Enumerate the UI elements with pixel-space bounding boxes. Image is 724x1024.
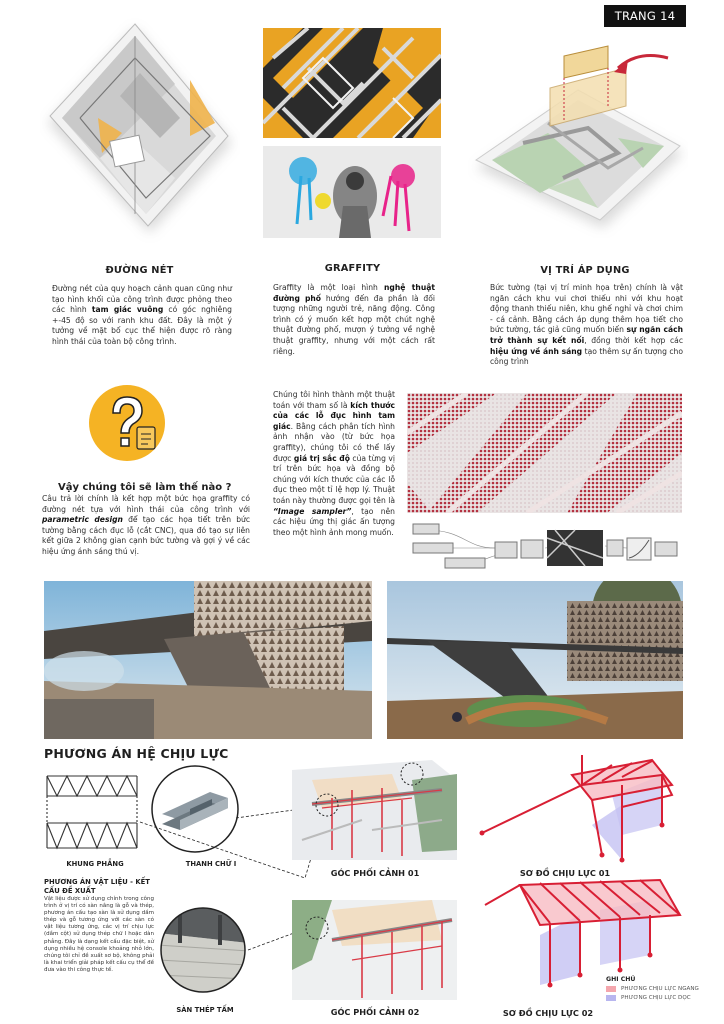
lines-heading: ĐƯỜNG NÉT <box>105 265 174 276</box>
i-beam-image <box>150 764 240 854</box>
site-plan-render-lines <box>40 18 240 243</box>
perspective-view-01 <box>292 760 457 860</box>
legend-title: GHI CHÚ <box>606 976 636 983</box>
grasshopper-node-diagram <box>405 518 685 578</box>
legend-horizontal-swatch <box>606 986 616 992</box>
load-diagram-01 <box>472 755 687 865</box>
page-number-badge: TRANG 14 <box>604 5 686 27</box>
graffity-paragraph: Graffity là một loại hình nghệ thuật đường phố hướng đến đa phần là đối tượng những người trẻ, năng động. Công trình có ý muốn kết hợp một chút nghệ thuật đường phố, mượn ý tưởng về nghệ thuật graffity, nhưng với một cách rất riêng. <box>273 283 436 356</box>
load-diagram-01-caption: SƠ ĐỒ CHỊU LỰC 01 <box>519 868 611 878</box>
perspective-view-02-caption: GÓC PHỐI CẢNH 02 <box>330 1007 420 1017</box>
question-paragraph: Câu trả lời chính là kết hợp một bức họa graffity có đường nét tựa với hình thái của công trình với parametric design để tạo các họa tiết trên bức tường bằng cách đục lỗ (cắt CNC), qua đó tạo sự liên kết giữa 2 không gian cạnh bức tường và gợi ý về các hiệu ứng ánh sáng thú vị. <box>42 494 250 556</box>
perforated-pattern-image <box>407 393 682 513</box>
paint-splash-image <box>263 146 441 238</box>
materials-title: PHƯƠNG ÁN VẬT LIỆU - KẾT CẤU ĐỀ XUẤT <box>44 878 150 895</box>
graffiti-pattern-image <box>263 28 441 138</box>
graffity-heading: GRAFFITY <box>324 263 381 274</box>
lines-paragraph: Đường nét của quy hoạch cảnh quan cũng như tạo hình khối của công trình được phỏng theo các hình tam giác vuông có góc nghiêng +-45 độ so với ranh khu đất. Đây là một ý tưởng về mặt bố cục thể hiện được rõ ràng hình thái của toàn bộ công trình. <box>52 284 232 346</box>
legend-vertical-swatch <box>606 995 616 1001</box>
perspective-render-right <box>387 581 683 739</box>
application-location-render <box>468 28 688 238</box>
structure-heading: PHƯƠNG ÁN HỆ CHỊU LỰC <box>44 746 229 761</box>
i-beam-caption: THANH CHỮ I <box>185 860 237 868</box>
location-paragraph: Bức tường (tại vị trí minh họa trên) chính là vật ngăn cách khu vui chơi thiếu nhi với khu hoạt động thanh thiếu niên, khu ghế nghỉ và chơi chim - cá cảnh. Bằng cách áp dụng thêm họa tiết cho bức tường, tác giả cũng muốn biến sự ngăn cách trở thành sự kết nối, đồng thời kết hợp các hiệu ứng về ánh sáng tạo thêm sự ấn tượng cho công trình <box>490 283 683 367</box>
perspective-render-left <box>44 581 372 739</box>
location-heading: VỊ TRÍ ÁP DỤNG <box>540 265 630 276</box>
question-mark-icon <box>87 383 167 463</box>
question-heading: Vậy chúng tôi sẽ làm thế nào ? <box>58 482 232 493</box>
plane-truss-image <box>42 768 142 853</box>
steel-slab-caption: SÀN THÉP TẤM <box>176 1006 234 1014</box>
steel-slab-image <box>158 905 248 995</box>
perspective-view-02 <box>292 900 457 1000</box>
legend-vertical: PHƯƠNG CHỊU LỰC DỌC <box>606 995 701 1001</box>
algorithm-paragraph: Chúng tôi hình thành một thuật toán với tham số là kích thước của các lỗ đục hình tam giác. Bằng cách phân tích hình ảnh nhận vào (từ bức họa graffity), chúng tôi có thể lấy được giá trị sắc độ của từng vị trí trên bức họa và đồng bộ chúng với kích thước của các lỗ đục theo một tỉ lệ hợp lý. Thuật toán này thường được gọi tên là “Image sampler”, tạo nên các hiệu ứng thị giác ấn tượng theo một hình ảnh mong muốn. <box>273 390 395 537</box>
perspective-view-01-caption: GÓC PHỐI CẢNH 01 <box>330 868 420 878</box>
plane-truss-caption: KHUNG PHẲNG <box>66 860 124 868</box>
legend <box>606 976 701 1001</box>
legend-horizontal: PHƯƠNG CHỊU LỰC NGANG <box>606 986 701 992</box>
load-diagram-02-caption: SƠ ĐỒ CHỊU LỰC 02 <box>502 1008 594 1018</box>
materials-paragraph: Vật liệu được sử dụng chính trong công trình ở vị trí có sàn nâng là gỗ và thép, phương án cấu tạo sàn là sử dụng dầm thép và gỗ tương ứng với các sàn có vật liệu tương ứng, các vị trí chịu lực (dầm cột) sử dụng thép chữ I hoặc dàn phẳng. Đây là dạng kết cấu đặc biệt, sử dụng nhiều hệ console khoảng nhỏ lớn, chúng tôi chỉ đề xuất sơ bộ, không phải là khai triển giải pháp kết cấu cụ thể đề đưa vào thi công thực tế. <box>44 896 154 973</box>
